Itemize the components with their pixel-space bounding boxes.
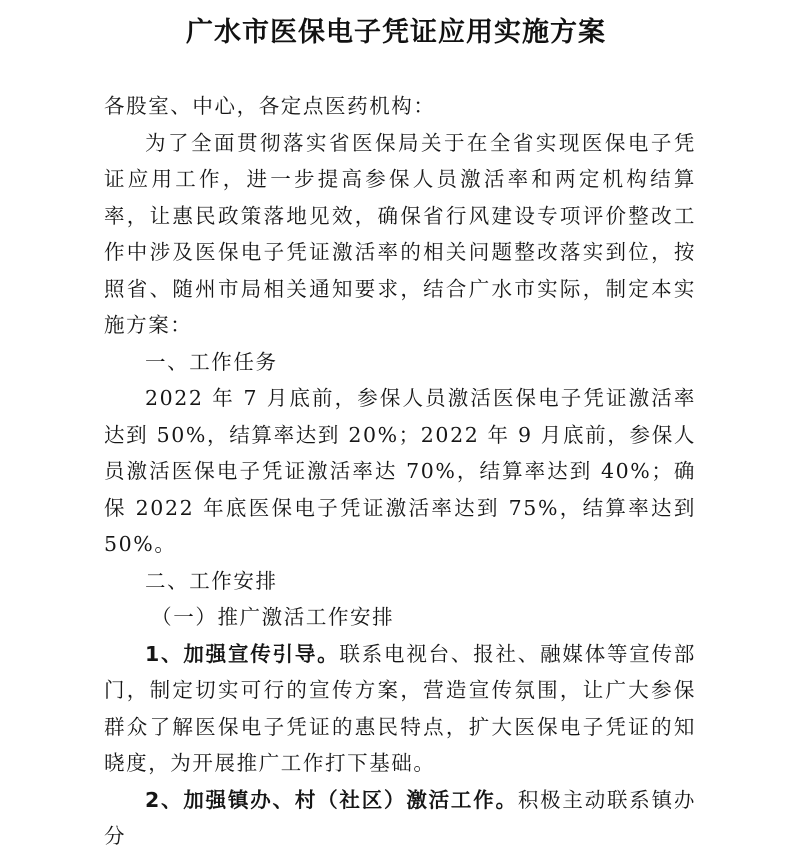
item-lead-publicity: 1、加强宣传引导。 (145, 641, 340, 666)
item-lead-township: 2、加强镇办、村（社区）激活工作。 (145, 787, 518, 812)
section-heading-tasks: 一、工作任务 (145, 349, 278, 374)
section-heading-arrangements: 二、工作安排 (145, 568, 278, 593)
intro-paragraph: 为了全面贯彻落实省医保局关于在全省实现医保电子凭证应用工作，进一步提高参保人员激活率和两定机构结算率，让惠民政策落地见效，确保省行风建设专项评价整改工作中涉及医保电子凭证激活率的相关问题整改落实到位，按照省、随州市局相关通知要求，结合广水市实际，制定本实施方案： (104, 130, 696, 337)
document-title: 广水市医保电子凭证应用实施方案 (186, 17, 606, 48)
item-text-publicity: 联系电视台、报社、融媒体等宣传部门，制定切实可行的宣传方案，营造宣传氛围，让广大参保群众了解医保电子凭证的惠民特点，扩大医保电子凭证的知晓度，为开展推广工作打下基础。 (104, 641, 696, 775)
salutation: 各股室、中心，各定点医药机构： (104, 94, 436, 118)
item-paragraph-publicity (104, 636, 696, 782)
tasks-paragraph: 2022 年 7 月底前，参保人员激活医保电子凭证激活率达到 50%，结算率达到 20%；2022 年 9 月底前，参保人员激活医保电子凭证激活率达 70%，结算率达到 40%；确保 2022 年底医保电子凭证激活率达到 75%，结算率达到 50%。 (104, 386, 696, 556)
document-body (104, 88, 696, 855)
item-text-township: 积极主动联系镇办分 (104, 787, 696, 848)
item-paragraph-township (104, 782, 696, 855)
subsection-heading-promotion: （一）推广激活工作安排 (151, 605, 395, 629)
